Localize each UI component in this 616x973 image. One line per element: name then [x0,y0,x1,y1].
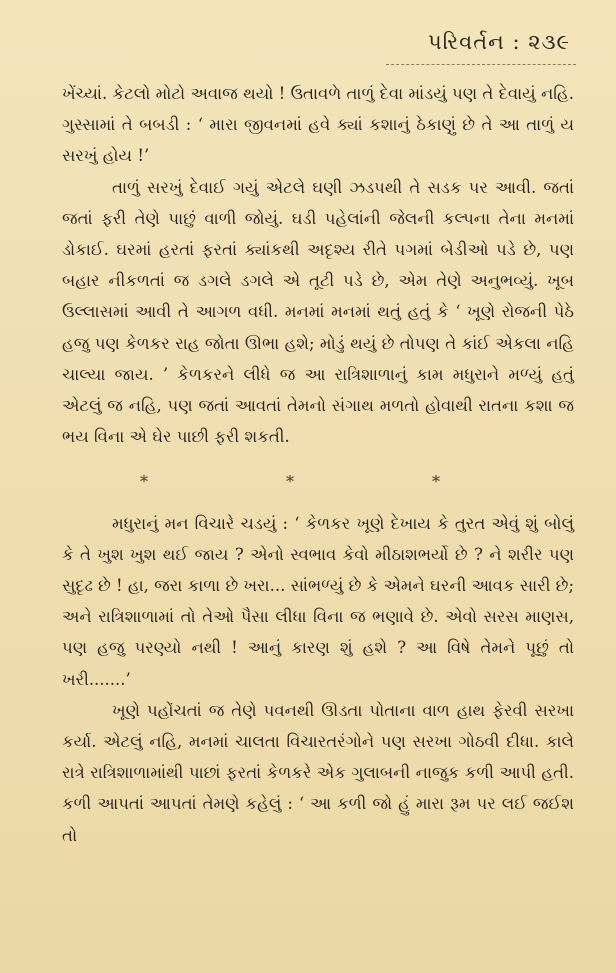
paragraph-3: મધુરાનું મન વિચારે ચડયું : ‘ કેળકર ખૂણે દેખાય કે તુરત એવું શું બોલું કે તે ખુશ ખુશ થઈ જાય ? એનો સ્વભાવ કેવો મીઠાશભર્યો છે ? ને શરીર પણ સુદૃઢ છે ! હા, જરા કાળા છે ખરા... સાંભળ્યું છે કે એમને ઘરની આવક સારી છે; અને રાત્રિશાળામાં તો તેઓ પૈસા લીધા વિના જ ભણાવે છે. એવો સરસ માણસ, પણ હજુ પરણ્યો નથી ! આનું કારણ શું હશે ? આ વિષે તેમને પૂછું તો ખરી.......’ [62,513,575,689]
section-break-asterisk: * [286,472,294,492]
page-body [62,72,574,851]
header-rule [386,64,576,65]
paragraph-1: ખેંચ્યાં. કેટલો મોટો અવાજ થયો ! ઉતાવળે તાળું દેવા માંડયું પણ તે દેવાયું નહિ. ગુસ્સામાં તે બબડી : ‘ મારા જીવનમાં હવે ક્યાં કશાનું ઠેકાણું છે તે આ તાળું ય સરખું હોય !’ [62,84,574,166]
running-header: પરિવર્તન : ૨૩૯ [427,30,570,54]
section-break-asterisk: * [140,472,148,492]
paragraph-4: ખૂણે પહોંચતાં જ તેણે પવનથી ઊડતા પોતાના વાળ હાથ ફેરવી સરખા કર્યા. એટલું નહિ, મનમાં ચાલતા વિચારતરંગોને પણ સરખા ગોઠવી દીધા. કાલે રાત્રે રાત્રિશાળામાંથી પાછાં ફરતાં કેળકરે એક ગુલાબની નાજુક કળી આપી હતી. કળી આપતાં આપતાં તેમણે કહેલું : ‘ આ કળી જો હું મારા રૂમ પર લઈ જઈશ તો [62,700,574,845]
paragraph-2: તાળું સરખું દેવાઈ ગયું એટલે ઘણી ઝડપથી તે સડક પર આવી. જતાં જતાં ફરી તેણે પાછું વાળી જોયું. ઘડી પહેલાંની જેલની કલ્પના તેના મનમાં ડોકાઈ. ઘરમાં હરતાં ફરતાં ક્યાંકથી અદૃશ્ય રીતે પગમાં બેડીઓ પડે છે, પણ બહાર નીકળતાં જ ડગલે ડગલે એ તૂટી પડે છે, એમ તેણે અનુભવ્યું. ખૂબ ઉલ્લાસમાં આવી તે આગળ વધી. મનમાં મનમાં થતું હતું કે ‘ ખૂણે રોજની પેઠે હજુ પણ કેળકર રાહ જોતા ઊભા હશે; મોડું થયું છે તોપણ તે કાંઈ એકલા નહિ ચાલ્યા જાય. ’ કેળકરને લીધે જ આ રાત્રિશાળાનું કામ મધુરાને મળ્યું હતું એટલું જ નહિ, પણ જતાં આવતાં તેમનો સંગાથ મળતો હોવાથી રાતના કશા જ ભય વિના એ ઘેર પાછી ફરી શકતી. [62,177,574,447]
section-break [140,466,440,497]
section-break-asterisk: * [432,472,440,492]
